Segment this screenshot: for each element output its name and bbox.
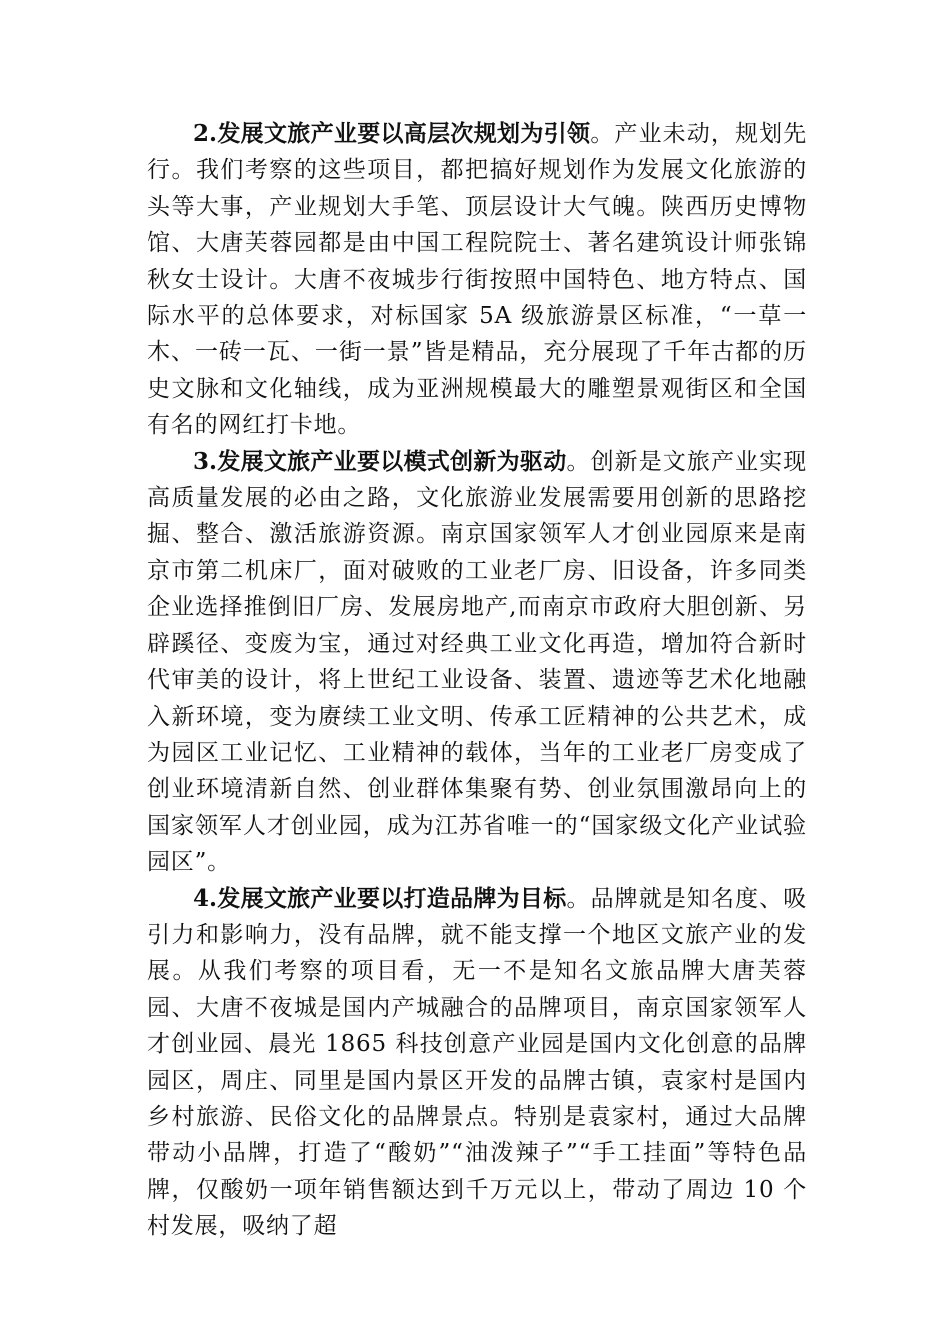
paragraph-body: 。产业未动，规划先行。我们考察的这些项目，都把搞好规划作为发展文化旅游的头等大事，产业规划大手笔、顶层设计大气魄。陕西历史博物馆、大唐芙蓉园都是由中国工程院院士、著名建筑设计师张锦秋女士设计。大唐不夜城步行街按照中国特色、地方特点、国际水平的总体要求，对标国家 5A 级旅游景区标准，“一草一木、一砖一瓦、一街一景”皆是精品，充分展现了千年古都的历史文脉和文化轴线，成为亚洲规模最大的雕塑景观街区和全国有名的网红打卡地。: [147, 121, 808, 439]
paragraph-innovation: [147, 444, 807, 881]
paragraph-planning: [147, 116, 807, 444]
document-page: [147, 116, 807, 1245]
paragraph-heading: 2.发展文旅产业要以高层次规划为引领: [193, 120, 591, 147]
paragraph-branding: [147, 881, 807, 1245]
paragraph-heading: 4.发展文旅产业要以打造品牌为目标: [193, 884, 567, 912]
paragraph-body: 。品牌就是知名度、吸引力和影响力，没有品牌，就不能支撑一个地区文旅产业的发展。从我们考察的项目看，无一不是知名文旅品牌大唐芙蓉园、大唐不夜城是国内产城融合的品牌项目，南京国家领军人才创业园、晨光 1865 科技创意产业园是国内文化创意的品牌园区，周庄、同里是国内景区开发的品牌古镇，袁家村是国内乡村旅游、民俗文化的品牌景点。特别是袁家村，通过大品牌带动小品牌，打造了“酸奶”“油泼辣子”“手工挂面”等特色品牌，仅酸奶一项年销售额达到千万元以上，带动了周边 10 个村发展，吸纳了超: [147, 885, 807, 1240]
paragraph-heading: 3.发展文旅产业要以模式创新为驱动: [193, 447, 567, 475]
paragraph-body: 。创新是文旅产业实现高质量发展的必由之路，文化旅游业发展需要用创新的思路挖掘、整合、激活旅游资源。南京国家领军人才创业园原来是南京市第二机床厂，面对破败的工业老厂房、旧设备，许多同类企业选择推倒旧厂房、发展房地产,而南京市政府大胆创新、另辟蹊径、变废为宝，通过对经典工业文化再造，增加符合新时代审美的设计，将上世纪工业设备、装置、遗迹等艺术化地融入新环境，变为赓续工业文明、传承工匠精神的公共艺术，成为园区工业记忆、工业精神的载体，当年的工业老厂房变成了创业环境清新自然、创业群体集聚有势、创业氛围激昂向上的国家领军人才创业园，成为江苏省唯一的“国家级文化产业试验园区”。: [147, 448, 807, 876]
